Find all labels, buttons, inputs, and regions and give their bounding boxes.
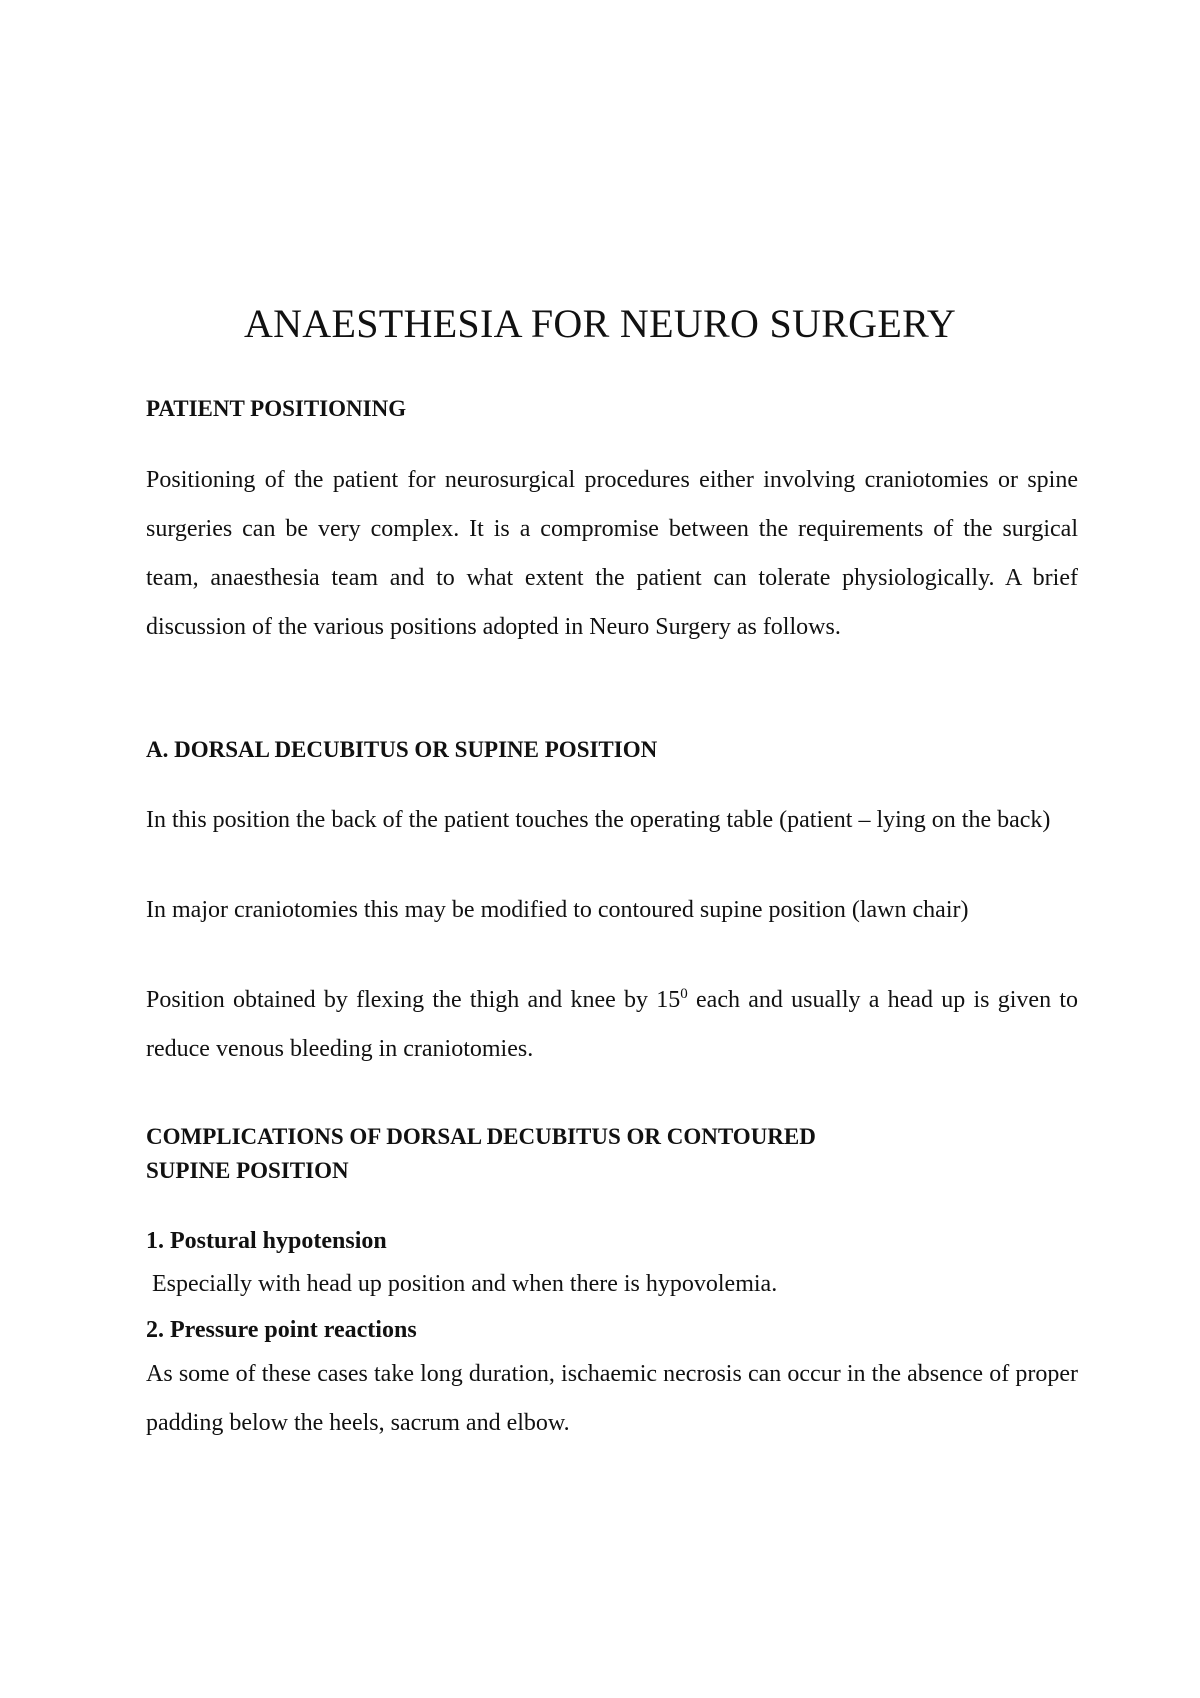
- document-title: ANAESTHESIA FOR NEURO SURGERY: [243, 301, 957, 346]
- position-text-before: Position obtained by flexing the thigh and knee by 15: [146, 987, 681, 1013]
- section-heading-patient-positioning: PATIENT POSITIONING: [146, 396, 407, 421]
- item-text-pressure-point: As some of these cases take long duration, ischaemic necrosis can occur in the absence of proper padding below the heels, sacrum and elbow.: [146, 1361, 1078, 1436]
- section-heading-complications-line1: COMPLICATIONS OF DORSAL DECUBITUS OR CONTOURED: [146, 1124, 816, 1149]
- section-heading-dorsal-decubitus: A. DORSAL DECUBITUS OR SUPINE POSITION: [146, 737, 658, 762]
- paragraph-contoured-supine: In major craniotomies this may be modified to contoured supine position (lawn chair): [146, 897, 969, 923]
- section-heading-complications-line2: SUPINE POSITION: [146, 1158, 349, 1183]
- item-text-postural-hypotension: Especially with head up position and when there is hypovolemia.: [146, 1271, 778, 1297]
- item-title-postural-hypotension: 1. Postural hypotension: [146, 1228, 387, 1254]
- paragraph-supine-description: In this position the back of the patient touches the operating table (patient – lying on the back): [146, 807, 1051, 833]
- item-title-pressure-point: 2. Pressure point reactions: [146, 1317, 417, 1343]
- paragraph-position-obtained: [146, 976, 1078, 1074]
- degree-superscript: 0: [680, 986, 688, 1002]
- position-text-after: each and usually a head up is given to reduce venous bleeding in craniotomies.: [146, 987, 1078, 1062]
- paragraph-positioning-intro: Positioning of the patient for neurosurgical procedures either involving craniotomies or spine surgeries can be very complex. It is a compromise between the requirements of the surgical team, anaesthesia team and to what extent the patient can tolerate physiologically. A brief discussion of the various positions adopted in Neuro Surgery as follows.: [146, 467, 1078, 640]
